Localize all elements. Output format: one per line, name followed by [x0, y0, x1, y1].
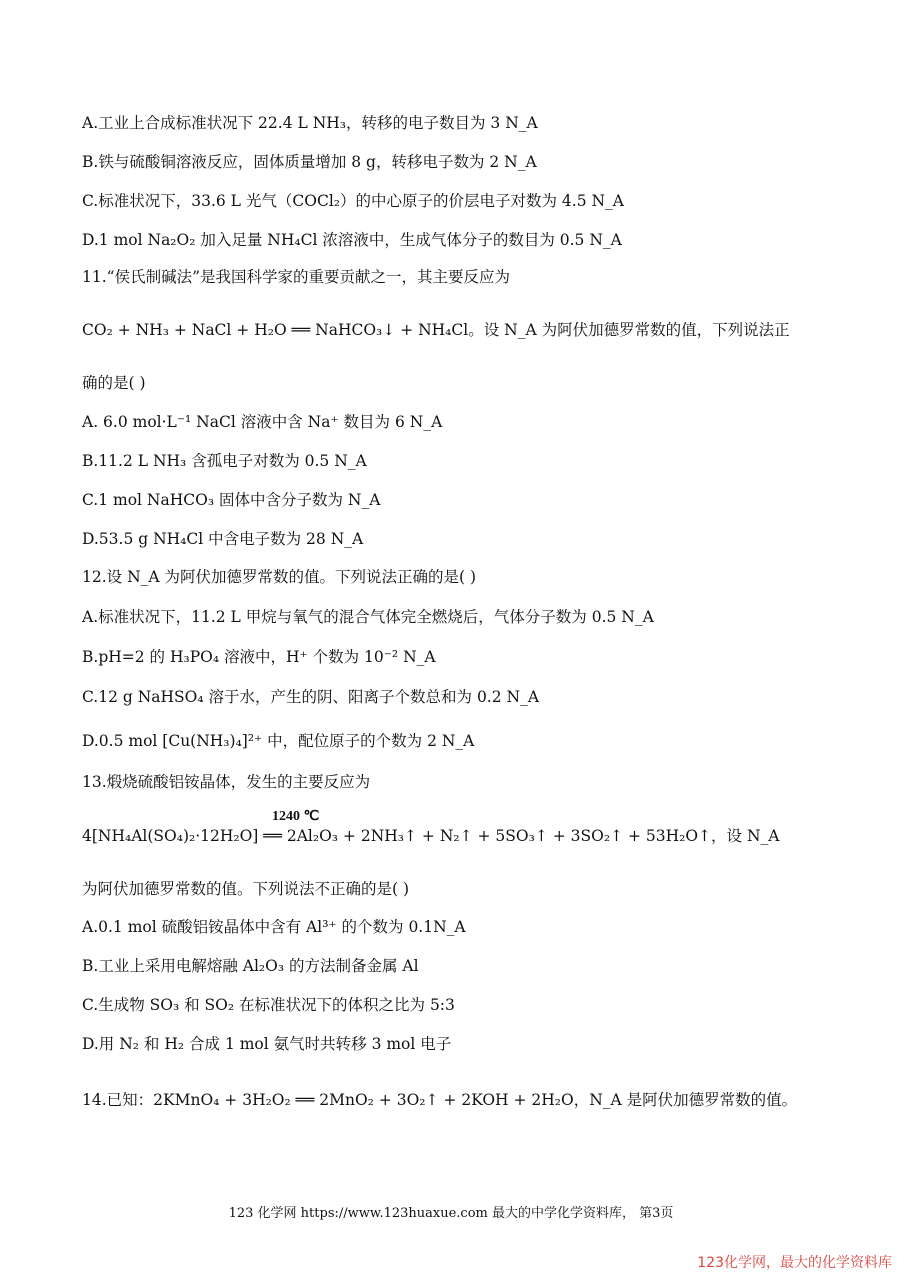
option-13d: D.用 N₂ 和 H₂ 合成 1 mol 氨气时共转移 3 mol 电子 [82, 1035, 452, 1053]
question-11-stem: 11.“侯氏制碱法”是我国科学家的重要贡献之一，其主要反应为 [82, 268, 511, 286]
option-12a: A.标准状况下，11.2 L 甲烷与氧气的混合气体完全燃烧后，气体分子数为 0.5 N_A [82, 608, 654, 626]
option-12b: B.pH=2 的 H₃PO₄ 溶液中，H⁺ 个数为 10⁻² N_A [82, 648, 436, 666]
reaction-condition: 1240 ℃ [272, 809, 320, 824]
option-13c: C.生成物 SO₃ 和 SO₂ 在标准状况下的体积之比为 5:3 [82, 996, 455, 1014]
question-11-stem-end: 确的是( ) [82, 374, 146, 392]
option-11a: A. 6.0 mol·L⁻¹ NaCl 溶液中含 Na⁺ 数目为 6 N_A [82, 413, 443, 431]
option-13a: A.0.1 mol 硫酸铝铵晶体中含有 Al³⁺ 的个数为 0.1N_A [82, 918, 466, 936]
option-13b: B.工业上采用电解熔融 Al₂O₃ 的方法制备金属 Al [82, 957, 419, 975]
question-12-stem: 12.设 N_A 为阿伏加德罗常数的值。下列说法正确的是( ) [82, 568, 477, 586]
option-10b: B.铁与硫酸铜溶液反应，固体质量增加 8 g，转移电子数为 2 N_A [82, 153, 537, 171]
question-13-equation: 4[NH₄Al(SO₄)₂·12H₂O] ══ 2Al₂O₃ + 2NH₃↑ + N₂↑ + 5SO₃↑ + 3SO₂↑ + 53H₂O↑，设 N_A [82, 827, 780, 845]
option-12d: D.0.5 mol [Cu(NH₃)₄]²⁺ 中，配位原子的个数为 2 N_A [82, 732, 475, 750]
option-10d: D.1 mol Na₂O₂ 加入足量 NH₄Cl 浓溶液中，生成气体分子的数目为 0.5 N_A [82, 231, 622, 249]
option-11b: B.11.2 L NH₃ 含孤电子对数为 0.5 N_A [82, 452, 367, 470]
question-13-stem-end: 为阿伏加德罗常数的值。下列说法不正确的是( ) [82, 880, 410, 898]
option-11d: D.53.5 g NH₄Cl 中含电子数为 28 N_A [82, 530, 364, 548]
option-10c: C.标准状况下，33.6 L 光气（COCl₂）的中心原子的价层电子对数为 4.5 N_A [82, 192, 625, 210]
question-14-stem: 14.已知：2KMnO₄ + 3H₂O₂ ══ 2MnO₂ + 3O₂↑ + 2KOH + 2H₂O，N_A 是阿伏加德罗常数的值。 [82, 1091, 798, 1109]
page-footer: 123 化学网 https://www.123huaxue.com 最大的中学化学资料库， 第3页 [228, 1206, 674, 1221]
option-12c: C.12 g NaHSO₄ 溶于水，产生的阴、阳离子个数总和为 0.2 N_A [82, 688, 540, 706]
site-watermark: 123化学网，最大的化学资料库 [697, 1255, 892, 1271]
question-13-stem: 13.煅烧硫酸铝铵晶体，发生的主要反应为 [82, 773, 371, 791]
option-10a: A.工业上合成标准状况下 22.4 L NH₃，转移的电子数目为 3 N_A [82, 114, 538, 132]
question-11-equation: CO₂ + NH₃ + NaCl + H₂O ══ NaHCO₃↓ + NH₄Cl。设 N_A 为阿伏加德罗常数的值，下列说法正 [82, 321, 790, 339]
option-11c: C.1 mol NaHCO₃ 固体中含分子数为 N_A [82, 491, 381, 509]
